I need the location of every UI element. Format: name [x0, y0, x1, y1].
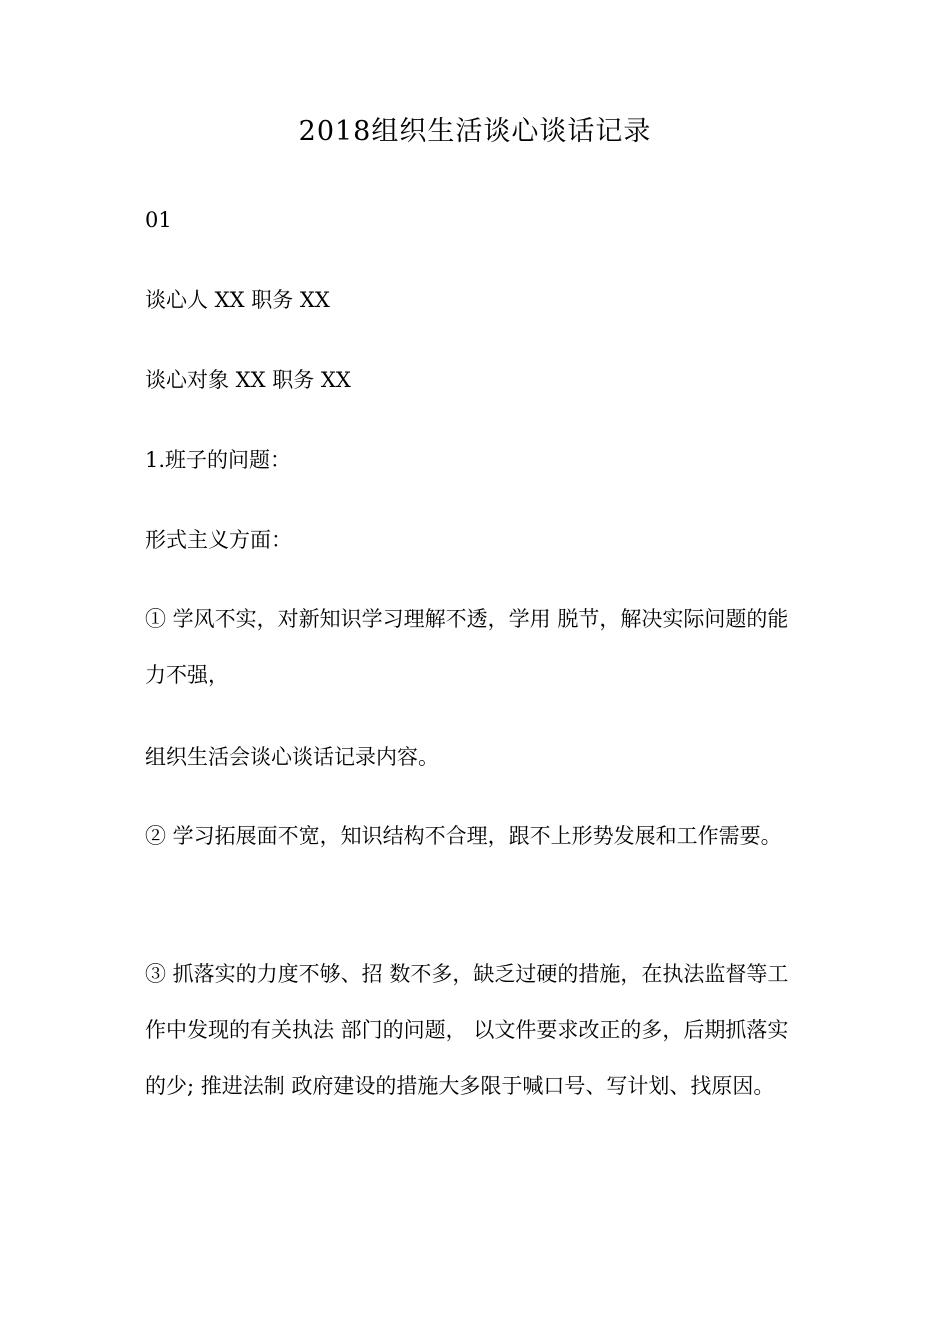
talker-line: 谈心人 XX 职务 XX: [145, 288, 330, 312]
item-1-paragraph: ① 学风不实，对新知识学习理解不透，学用 脱节，解决实际问题的能力不强，: [145, 607, 789, 687]
note-line: 组织生活会谈心谈话记录内容。: [145, 745, 439, 769]
item-3-paragraph: ③ 抓落实的力度不够、招 数不多，缺乏过硬的措施，在执法监督等工作中发现的有关执法 部门的问题， 以文件要求改正的多，后期抓落实的少; 推进法制 政府建设的措施大多限于喊口号、写计划、找原因。: [145, 962, 789, 1098]
target-line: 谈心对象 XX 职务 XX: [145, 368, 351, 392]
document-title: 2018组织生活谈心谈话记录: [298, 116, 652, 147]
heading-1: 1.班子的问题：: [145, 448, 292, 472]
section-number: 01: [145, 208, 172, 232]
item-2-paragraph: ② 学习拓展面不宽，知识结构不合理，跟不上形势发展和工作需要。: [145, 824, 782, 848]
subheading-1: 形式主义方面：: [145, 528, 292, 552]
